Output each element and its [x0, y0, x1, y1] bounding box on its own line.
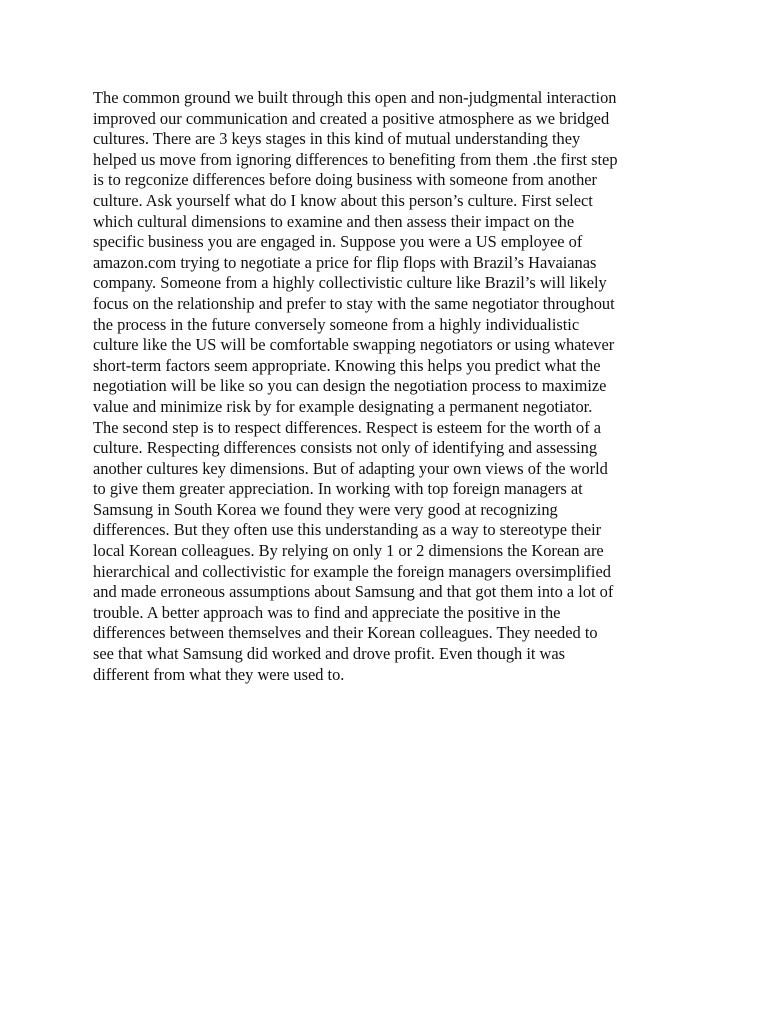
text-line: The common ground we built through this open and non-judgmental interaction: [93, 88, 617, 107]
text-line: and made erroneous assumptions about Samsung and that got them into a lot of: [93, 582, 614, 602]
text-line: company. Someone from a highly collectivistic culture like Brazil’s will likely: [93, 273, 607, 293]
text-line: hierarchical and collectivistic for example the foreign managers oversimplified: [93, 561, 611, 581]
text-line: different from what they were used to.: [93, 664, 345, 684]
text-line: cultures. There are 3 keys stages in this kind of mutual understanding they: [93, 129, 581, 149]
text-line: local Korean colleagues. By relying on only 1 or 2 dimensions the Korean are: [93, 541, 604, 561]
text-line: culture like the US will be comfortable swapping negotiators or using whatever: [93, 335, 615, 355]
text-line: to give them greater appreciation. In working with top foreign managers at: [93, 479, 583, 499]
text-line: specific business you are engaged in. Suppose you were a US employee of: [93, 232, 583, 252]
text-line: amazon.com trying to negotiate a price for flip flops with Brazil’s Havaianas: [93, 252, 597, 272]
text-line: short-term factors seem appropriate. Knowing this helps you predict what the: [93, 355, 601, 375]
text-line: is to regconize differences before doing business with someone from another: [93, 170, 598, 190]
text-line: differences. But they often use this understanding as a way to stereotype their: [93, 520, 602, 540]
text-line: see that what Samsung did worked and drove profit. Even though it was: [93, 644, 566, 664]
text-line: The second step is to respect differences. Respect is esteem for the worth of a: [93, 417, 602, 437]
text-line: Samsung in South Korea we found they were very good at recognizing: [93, 499, 558, 519]
text-line: helped us move from ignoring differences to benefiting from them .the first step: [93, 149, 618, 169]
text-line: culture. Ask yourself what do I know about this person’s culture. First select: [93, 190, 593, 210]
text-line: trouble. A better approach was to find and appreciate the positive in the: [93, 602, 561, 622]
text-line: another cultures key dimensions. But of adapting your own views of the world: [93, 458, 608, 478]
text-line: differences between themselves and their Korean colleagues. They needed to: [93, 623, 598, 643]
text-line: the process in the future conversely someone from a highly individualistic: [93, 314, 580, 334]
text-line: focus on the relationship and prefer to stay with the same negotiator throughout: [93, 293, 615, 313]
text-line: culture. Respecting differences consists not only of identifying and assessing: [93, 438, 598, 458]
text-line: negotiation will be like so you can design the negotiation process to maximize: [93, 376, 607, 396]
text-line: improved our communication and created a positive atmosphere as we bridged: [93, 108, 610, 128]
body-paragraph: [93, 88, 683, 685]
text-line: which cultural dimensions to examine and then assess their impact on the: [93, 211, 575, 231]
text-line: value and minimize risk by for example designating a permanent negotiator.: [93, 396, 593, 416]
